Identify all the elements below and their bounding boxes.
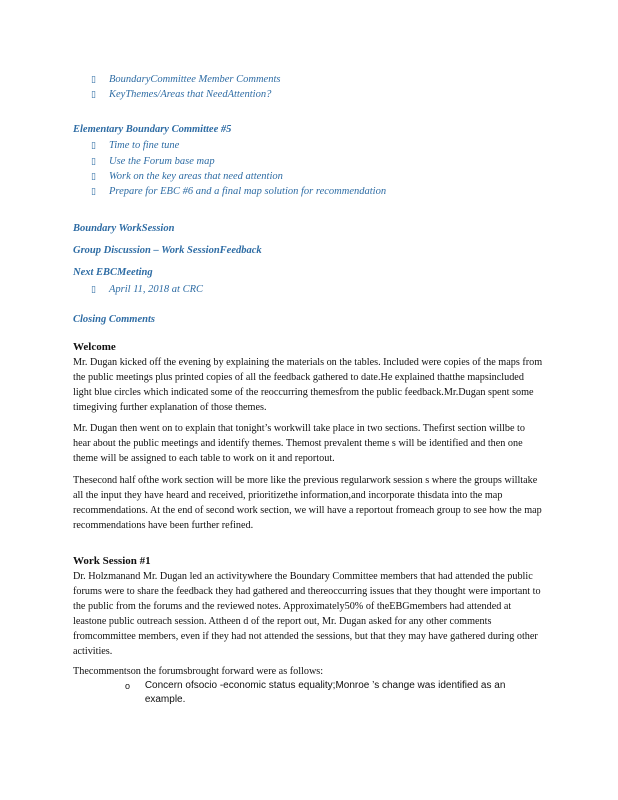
list-item-text: KeyThemes/Areas that NeedAttention?	[109, 89, 272, 100]
bullet-icon: ▯	[91, 172, 96, 182]
next-ebc-heading: Next EBCMeeting	[73, 267, 153, 278]
work-session-1-body	[73, 569, 543, 659]
paragraph: Thesecond half ofthe work section will be more like the previous regularwork session s where the groups willtake all the input they have heard and received, prioritizethe information,and incorporate thisdata into the map recommendations. At the end of second work section, we will have a reportout fromeach group to see how the map recommendations have been further refined.	[73, 475, 542, 531]
list-item	[91, 171, 283, 182]
bullet-icon: ▯	[91, 141, 96, 151]
list-item	[91, 156, 215, 167]
paragraph: Thecommentson the forumsbrought forward were as follows:	[73, 666, 324, 677]
welcome-title: Welcome	[73, 341, 116, 353]
bullet-icon: ▯	[91, 285, 96, 295]
list-item	[91, 186, 386, 197]
list-item	[91, 89, 271, 100]
bullet-icon: ▯	[91, 187, 96, 197]
list-item	[91, 284, 203, 295]
list-item-text: Time to fine tune	[109, 140, 180, 151]
bullet-icon: ▯	[91, 75, 96, 85]
list-item-text: Use the Forum base map	[109, 156, 215, 167]
work-session-1-body	[73, 664, 543, 679]
paragraph: Mr. Dugan kicked off the evening by explaining the materials on the tables. Included were copies of the maps from the public meetings plus printed copies of all the feedback gathered to date.He explained thatthe mapsincluded light blue circles which indicated some of the reoccurring themesfrom the public feedback.Mr.Dugan spent some timegiving further explanation of those themes.	[73, 357, 543, 413]
work-session-1-title: Work Session #1	[73, 555, 151, 567]
list-item	[125, 679, 545, 707]
list-item-text: Work on the key areas that need attention	[109, 171, 283, 182]
group-discussion-heading: Group Discussion – Work SessionFeedback	[73, 245, 262, 256]
closing-comments-heading: Closing Comments	[73, 314, 155, 325]
welcome-body	[73, 355, 543, 415]
list-item-text: Concern ofsocio -economic status equality;Monroe ’s change was identified as an example.	[144, 680, 506, 705]
ebc5-heading: Elementary Boundary Committee #5	[73, 124, 232, 135]
work-session-heading: Boundary WorkSession	[73, 223, 175, 234]
list-item-text: April 11, 2018 at CRC	[109, 284, 204, 295]
list-item-text: BoundaryCommittee Member Comments	[109, 74, 281, 85]
bullet-icon: ▯	[91, 157, 96, 167]
welcome-body	[73, 473, 543, 533]
welcome-body	[73, 421, 543, 466]
circle-bullet-icon: o	[125, 681, 131, 691]
paragraph: Dr. Holzmanand Mr. Dugan led an activitywhere the Boundary Committee members that had attended the public forums were to share the feedback they had gathered and thereoccurring issues that they thought were important to the public from the forums and the reviewed notes. Approximately50% of theEBGmembers had attended at leastone public outreach session. Attheen d of the report out, Mr. Dugan asked for any other comments fromcommittee members, even if they had not attended the sessions, but that they may have gathered during other activities.	[73, 571, 541, 657]
list-item	[91, 74, 280, 85]
bullet-icon: ▯	[91, 90, 96, 100]
list-item-text: Prepare for EBC #6 and a final map solution for recommendation	[109, 186, 387, 197]
paragraph: Mr. Dugan then went on to explain that tonight’s workwill take place in two sections. Thefirst section willbe to hear about the public meetings and identify themes. Themost prevalent theme s will be identified and then one theme will be assigned to each table to work on it and reportout.	[73, 423, 525, 464]
list-item	[91, 140, 179, 151]
